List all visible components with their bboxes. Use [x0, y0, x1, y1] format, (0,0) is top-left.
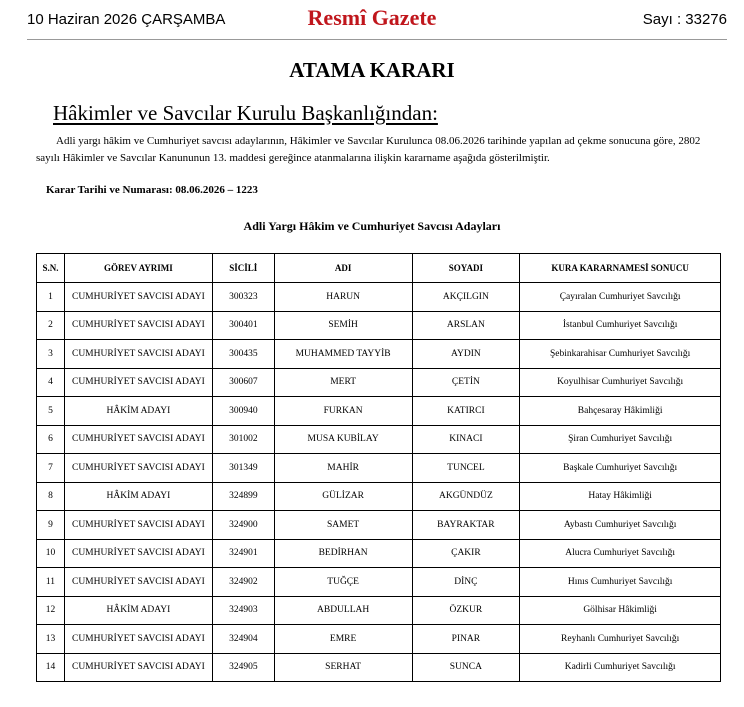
- cell-kura: Bahçesaray Hâkimliği: [520, 397, 721, 426]
- table-row: [37, 596, 721, 625]
- cell-sn: 8: [37, 482, 65, 511]
- table-row: [37, 625, 721, 654]
- cell-soyadi: DİNÇ: [412, 568, 520, 597]
- table-row: [37, 539, 721, 568]
- cell-adi: FURKAN: [274, 397, 412, 426]
- cell-adi: GÜLİZAR: [274, 482, 412, 511]
- cell-soyadi: KATIRCI: [412, 397, 520, 426]
- table-row: [37, 454, 721, 483]
- cell-sn: 11: [37, 568, 65, 597]
- table-row: [37, 653, 721, 682]
- table-title: Adli Yargı Hâkim ve Cumhuriyet Savcısı Adayları: [243, 219, 501, 233]
- appointments-table: [36, 253, 721, 682]
- cell-adi: SEMİH: [274, 311, 412, 340]
- cell-sn: 4: [37, 368, 65, 397]
- cell-soyadi: BAYRAKTAR: [412, 511, 520, 540]
- cell-sn: 5: [37, 397, 65, 426]
- cell-sn: 12: [37, 596, 65, 625]
- cell-soyadi: KINACI: [412, 425, 520, 454]
- cell-kura: Reyhanlı Cumhuriyet Savcılığı: [520, 625, 721, 654]
- cell-sicil: 324905: [212, 653, 274, 682]
- gazette-header: [0, 0, 744, 40]
- cell-adi: BEDİRHAN: [274, 539, 412, 568]
- table-row: [37, 340, 721, 369]
- gazette-name: Resmî Gazete: [307, 5, 437, 30]
- table-row: [37, 568, 721, 597]
- cell-gorev: CUMHURİYET SAVCISI ADAYI: [64, 368, 212, 397]
- cell-sicil: 300323: [212, 283, 274, 312]
- table-row: [37, 311, 721, 340]
- cell-soyadi: SUNCA: [412, 653, 520, 682]
- cell-gorev: CUMHURİYET SAVCISI ADAYI: [64, 653, 212, 682]
- table-row: [37, 511, 721, 540]
- cell-sn: 6: [37, 425, 65, 454]
- cell-soyadi: ÖZKUR: [412, 596, 520, 625]
- cell-gorev: CUMHURİYET SAVCISI ADAYI: [64, 625, 212, 654]
- cell-sn: 14: [37, 653, 65, 682]
- cell-sicil: 324903: [212, 596, 274, 625]
- cell-soyadi: AKGÜNDÜZ: [412, 482, 520, 511]
- cell-adi: MUHAMMED TAYYİB: [274, 340, 412, 369]
- table-row: [37, 283, 721, 312]
- cell-sicil: 301349: [212, 454, 274, 483]
- cell-sn: 1: [37, 283, 65, 312]
- table-row: [37, 482, 721, 511]
- issue-number: Sayı : 33276: [642, 11, 727, 28]
- cell-kura: Koyulhisar Cumhuriyet Savcılığı: [520, 368, 721, 397]
- cell-kura: Şebinkarahisar Cumhuriyet Savcılığı: [520, 340, 721, 369]
- cell-kura: Kadirli Cumhuriyet Savcılığı: [520, 653, 721, 682]
- col-header-sicil: SİCİLİ: [212, 254, 274, 283]
- cell-gorev: CUMHURİYET SAVCISI ADAYI: [64, 340, 212, 369]
- cell-sn: 10: [37, 539, 65, 568]
- cell-sicil: 300607: [212, 368, 274, 397]
- cell-kura: Başkale Cumhuriyet Savcılığı: [520, 454, 721, 483]
- cell-kura: Aybastı Cumhuriyet Savcılığı: [520, 511, 721, 540]
- cell-sn: 3: [37, 340, 65, 369]
- col-header-soyadi: SOYADI: [412, 254, 520, 283]
- col-header-adi: ADI: [274, 254, 412, 283]
- cell-gorev: CUMHURİYET SAVCISI ADAYI: [64, 568, 212, 597]
- cell-kura: Çayıralan Cumhuriyet Savcılığı: [520, 283, 721, 312]
- cell-gorev: CUMHURİYET SAVCISI ADAYI: [64, 283, 212, 312]
- table-row: [37, 368, 721, 397]
- cell-adi: ABDULLAH: [274, 596, 412, 625]
- cell-adi: MERT: [274, 368, 412, 397]
- cell-gorev: CUMHURİYET SAVCISI ADAYI: [64, 425, 212, 454]
- cell-kura: Gölhisar Hâkimliği: [520, 596, 721, 625]
- col-header-sn: S.N.: [37, 254, 65, 283]
- cell-soyadi: ÇAKIR: [412, 539, 520, 568]
- cell-adi: MAHİR: [274, 454, 412, 483]
- cell-adi: SAMET: [274, 511, 412, 540]
- cell-gorev: HÂKİM ADAYI: [64, 482, 212, 511]
- cell-gorev: CUMHURİYET SAVCISI ADAYI: [64, 511, 212, 540]
- cell-soyadi: AKÇILGIN: [412, 283, 520, 312]
- cell-soyadi: AYDIN: [412, 340, 520, 369]
- cell-adi: EMRE: [274, 625, 412, 654]
- table-row: [37, 397, 721, 426]
- cell-sn: 9: [37, 511, 65, 540]
- cell-soyadi: ÇETİN: [412, 368, 520, 397]
- cell-kura: Hatay Hâkimliği: [520, 482, 721, 511]
- publication-date: 10 Haziran 2026 ÇARŞAMBA: [27, 11, 226, 28]
- cell-kura: İstanbul Cumhuriyet Savcılığı: [520, 311, 721, 340]
- cell-soyadi: TUNCEL: [412, 454, 520, 483]
- cell-adi: TUĞÇE: [274, 568, 412, 597]
- cell-sicil: 324902: [212, 568, 274, 597]
- cell-gorev: CUMHURİYET SAVCISI ADAYI: [64, 311, 212, 340]
- cell-sn: 2: [37, 311, 65, 340]
- header-divider: [27, 39, 727, 40]
- cell-kura: Hınıs Cumhuriyet Savcılığı: [520, 568, 721, 597]
- cell-gorev: HÂKİM ADAYI: [64, 397, 212, 426]
- decision-date-number: Karar Tarihi ve Numarası: 08.06.2026 – 1223: [46, 184, 258, 196]
- cell-sicil: 324904: [212, 625, 274, 654]
- cell-sicil: 300940: [212, 397, 274, 426]
- cell-sicil: 300401: [212, 311, 274, 340]
- cell-gorev: CUMHURİYET SAVCISI ADAYI: [64, 454, 212, 483]
- cell-sicil: 301002: [212, 425, 274, 454]
- cell-soyadi: PINAR: [412, 625, 520, 654]
- cell-kura: Alucra Cumhuriyet Savcılığı: [520, 539, 721, 568]
- cell-soyadi: ARSLAN: [412, 311, 520, 340]
- issuing-authority: Hâkimler ve Savcılar Kurulu Başkanlığından:: [53, 101, 438, 125]
- cell-sicil: 324900: [212, 511, 274, 540]
- cell-sicil: 300435: [212, 340, 274, 369]
- cell-adi: HARUN: [274, 283, 412, 312]
- col-header-gorev: GÖREV AYRIMI: [64, 254, 212, 283]
- table-row: [37, 425, 721, 454]
- cell-gorev: CUMHURİYET SAVCISI ADAYI: [64, 539, 212, 568]
- cell-sn: 7: [37, 454, 65, 483]
- cell-adi: MUSA KUBİLAY: [274, 425, 412, 454]
- cell-sicil: 324901: [212, 539, 274, 568]
- cell-sicil: 324899: [212, 482, 274, 511]
- table-header-row: [37, 254, 721, 283]
- cell-kura: Şiran Cumhuriyet Savcılığı: [520, 425, 721, 454]
- cell-gorev: HÂKİM ADAYI: [64, 596, 212, 625]
- cell-sn: 13: [37, 625, 65, 654]
- col-header-kura: KURA KARARNAMESİ SONUCU: [520, 254, 721, 283]
- table-body: [37, 283, 721, 682]
- document-title: ATAMA KARARI: [289, 58, 455, 82]
- intro-paragraph: Adli yargı hâkim ve Cumhuriyet savcısı adaylarının, Hâkimler ve Savcılar Kurulunca 08.06.2026 tarihinde yapılan ad çekme sonucuna göre, 2802 sayılı Hâkimler ve Savcılar Kanununun 13. maddesi gereğince atanmalarına ilişkin kararname aşağıda gösterilmiştir.: [36, 135, 701, 164]
- cell-adi: SERHAT: [274, 653, 412, 682]
